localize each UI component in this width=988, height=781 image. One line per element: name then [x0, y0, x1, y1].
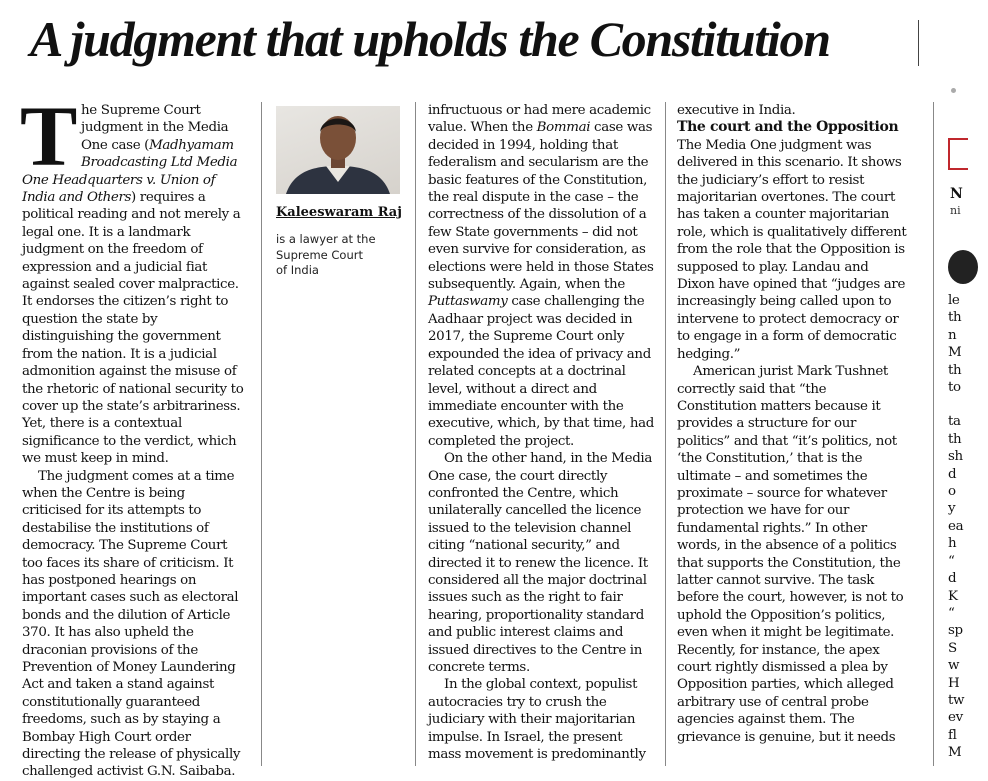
- case-name: Puttaswamy: [428, 294, 508, 310]
- clipped-line: M: [948, 345, 962, 361]
- clipped-line: o: [948, 484, 956, 500]
- clipped-line: th: [948, 362, 962, 378]
- paragraph: executive in India.: [677, 103, 796, 118]
- clipped-line: tw: [948, 692, 965, 708]
- text-run: case challenging the Aadhaar project was decided in 2017, the Supreme Court only expounded the idea of privacy and related concepts at a doctrinal level, without a direct and immediate encounter with the executive, which, by that time, had completed the project.: [428, 294, 654, 449]
- clipped-line: d: [948, 571, 957, 587]
- clipped-line: sh: [948, 449, 963, 465]
- article-column-1: [20, 88, 248, 780]
- subheading: The court and the Opposition: [677, 119, 899, 136]
- clipped-column: [948, 292, 988, 766]
- column-divider: [261, 102, 262, 766]
- clipped-line: to: [948, 380, 961, 396]
- paragraph: On the other hand, in the Media One case, the court directly confronted the Centre, which unilaterally cancelled the licence issued to the television channel citing “national security,” and directed it to renew the licence. It considered all the major doctrinal issues such as the right to fair hearing, proportionality standard and public interest claims and issued directives to the Centre in concrete terms.: [428, 451, 652, 675]
- text-run: ) requires a political reading and not merely a legal one. It is a landmark judgment on the freedom of expression and a judicial fiat against sealed cover malpractice. It endorses the citizen’s right to question the state by distinguishing the government from the nation. It is a judicial admonition against the misuse of the rhetoric of national security to cover up the state’s arbitrariness. Yet, there is a contextual significance to the verdict, which we must keep in mind.: [22, 190, 244, 467]
- article-column-2: [428, 102, 656, 766]
- clipped-line: S: [948, 640, 957, 656]
- clipped-line: fl: [948, 727, 957, 743]
- text-run: he Supreme Court judgment in the Media One case (: [81, 103, 229, 153]
- column-divider: [665, 102, 666, 766]
- sidebar-sub: ni: [950, 204, 961, 217]
- clipped-line: “: [948, 553, 955, 569]
- case-title: Madhyamam Broadcasting Ltd Media One Headquarters v. Union of India and Others: [22, 137, 238, 206]
- paragraph: [20, 88, 248, 468]
- person-icon: [276, 106, 400, 194]
- clipped-lines: [948, 413, 988, 761]
- clipped-line: h: [948, 536, 957, 552]
- case-name: Bommai: [536, 120, 591, 136]
- paragraph: The Media One judgment was delivered in this scenario. It shows the judiciary’s effort to resist majoritarian overtones. The court has taken a counter majoritarian role, which is qualitatively different from the role that the Opposition is supposed to play. Landau and Dixon have opined that “judges are increasingly being called upon to intervene to protect democracy or to engage in a form of democratic hedging.”: [677, 137, 907, 362]
- clipped-line: th: [948, 310, 962, 326]
- clipped-line: ev: [948, 710, 963, 726]
- paragraph: In the global context, populist autocracies try to crush the judiciary with their majoritarian impulse. In Israel, the present mass movement is predominantly: [428, 677, 646, 763]
- headline-rule: [918, 20, 919, 66]
- column-divider: [933, 102, 934, 766]
- clipped-line: sp: [948, 623, 963, 639]
- article-column-3: [677, 102, 907, 766]
- author-bio: [276, 232, 406, 279]
- headline: A judgment that upholds the Constitution: [30, 11, 830, 67]
- sidebar-label: N: [950, 186, 963, 202]
- clipped-lines: [948, 292, 988, 396]
- clipped-line: ta: [948, 414, 961, 430]
- bio-line: of India: [276, 263, 319, 278]
- bio-line: is a lawyer at the: [276, 232, 376, 246]
- clipped-line: H: [948, 675, 960, 691]
- clipped-line: M: [948, 745, 962, 761]
- drop-cap: T: [20, 88, 78, 184]
- clipped-line: le: [948, 293, 960, 308]
- clipped-line: d: [948, 466, 957, 482]
- clipped-line: w: [948, 658, 960, 674]
- decorative-dot: [951, 88, 956, 93]
- paragraph: [428, 102, 656, 450]
- clipped-line: th: [948, 431, 962, 447]
- paragraph: American jurist Mark Tushnet correctly said that “the Constitution matters because it provides a structure for our politics” and that “it’s politics, not ‘the Constitution,’ that is the ultimate – and sometimes the proximate – source for whatever protection we have for our fundamental rights.” In other words, in the absence of a politics that supports the Constitution, the latter cannot survive. The task before the court, however, is not to uphold the Opposition’s politics, even when it might be legitimate. Recently, for instance, the apex court rightly dismissed a plea by Opposition parties, which alleged arbitrary use of central probe agencies against them. The grievance is genuine, but it needs: [677, 364, 904, 745]
- text-run: infructuous or had mere academic value. When the: [428, 103, 651, 136]
- text-run: case was decided in 1994, holding that federalism and secularism are the basic features of the Constitution, the real dispute in the case – the correctness of the dissolution of a few State governments – did not even survive for consideration, as elections were held in those States subsequently. Again, when the: [428, 120, 654, 293]
- paragraph: The judgment comes at a time when the Centre is being criticised for its attempts to destabilise the institutions of democracy. The Supreme Court too faces its share of criticism. It has postponed hearings on important cases such as electoral bonds and the dilution of Article 370. It has also upheld the draconian provisions of the Prevention of Money Laundering Act and taken a stand against constitutionally guaranteed freedoms, such as by staying a Bombay High Court order directing the release of physically challenged activist G.N. Saibaba.: [22, 468, 241, 780]
- sidebar-box: [948, 138, 968, 170]
- clipped-line: “: [948, 605, 955, 621]
- author-name[interactable]: Kaleeswaram Raj: [276, 205, 402, 220]
- clipped-line: y: [948, 501, 956, 517]
- author-photo: [276, 106, 400, 194]
- clipped-line: ea: [948, 518, 964, 534]
- clipped-line: n: [948, 327, 957, 343]
- bio-line: Supreme Court: [276, 247, 363, 262]
- column-divider: [415, 102, 416, 766]
- clipped-line: K: [948, 588, 958, 604]
- sidebar-drop-cap: [948, 250, 978, 284]
